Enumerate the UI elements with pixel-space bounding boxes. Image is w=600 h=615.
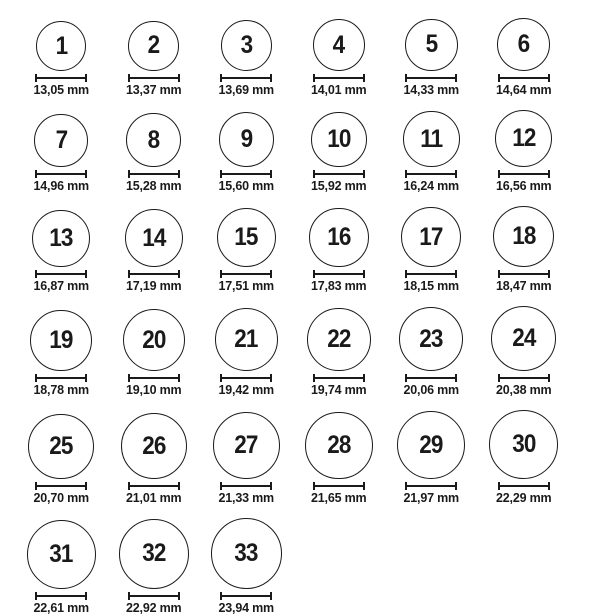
diameter-measure-line (35, 74, 87, 82)
ring-size-number: 14 (142, 223, 166, 252)
ring-diameter-label: 17,51 mm (218, 279, 274, 294)
ring-circle (403, 111, 460, 168)
ring-size-number: 26 (142, 431, 166, 460)
ring-size-number: 30 (512, 430, 536, 459)
ring-size-item (15, 310, 108, 398)
ring-circle (128, 21, 179, 72)
ring-circle (305, 412, 373, 480)
diameter-measure-line (405, 374, 457, 382)
ring-diameter-label: 22,92 mm (126, 601, 182, 615)
ring-diameter-label: 13,05 mm (33, 83, 89, 98)
ring-circle (401, 207, 461, 267)
ring-diameter-label: 17,83 mm (311, 279, 367, 294)
ring-row (15, 206, 600, 293)
ring-size-number: 17 (419, 222, 443, 251)
diameter-measure-line (313, 170, 365, 178)
ring-diameter-label: 14,96 mm (33, 179, 89, 194)
ring-size-item (200, 208, 293, 293)
ring-size-item (200, 308, 293, 397)
ring-size-number: 20 (142, 325, 166, 354)
ring-size-item (478, 206, 571, 293)
ring-circle (28, 414, 94, 480)
diameter-measure-line (220, 374, 272, 382)
ring-size-item (478, 306, 571, 397)
ring-diameter-label: 19,74 mm (311, 383, 367, 398)
ring-diameter-label: 19,10 mm (126, 383, 182, 398)
ring-size-item (108, 209, 201, 293)
ring-diameter-label: 21,65 mm (311, 491, 367, 506)
ring-size-number: 12 (512, 124, 536, 153)
ring-diameter-label: 16,87 mm (33, 279, 89, 294)
diameter-measure-line (405, 170, 457, 178)
ring-circle (495, 110, 552, 167)
ring-size-number: 8 (147, 125, 160, 154)
diameter-measure-line (405, 482, 457, 490)
ring-diameter-label: 13,69 mm (218, 83, 274, 98)
ring-size-number: 13 (49, 224, 73, 253)
ring-size-item (108, 309, 201, 397)
ring-row (15, 306, 600, 397)
ring-size-number: 2 (147, 31, 160, 60)
ring-size-number: 1 (55, 31, 68, 60)
ring-size-number: 16 (327, 223, 351, 252)
ring-circle (221, 20, 272, 71)
ring-circle (30, 310, 92, 372)
ring-diameter-label: 18,15 mm (403, 279, 459, 294)
ring-size-number: 10 (327, 124, 351, 153)
diameter-measure-line (313, 270, 365, 278)
ring-size-item (385, 19, 478, 98)
diameter-measure-line (128, 74, 180, 82)
diameter-measure-line (128, 170, 180, 178)
diameter-measure-line (220, 170, 272, 178)
diameter-measure-line (128, 374, 180, 382)
ring-circle (313, 19, 365, 71)
diameter-measure-line (498, 74, 550, 82)
ring-size-item (293, 112, 386, 194)
ring-circle (217, 208, 276, 267)
ring-size-number: 7 (55, 125, 68, 154)
ring-size-number: 22 (327, 325, 351, 354)
ring-size-item (15, 520, 108, 615)
ring-diameter-label: 14,64 mm (496, 83, 552, 98)
ring-diameter-label: 13,37 mm (126, 83, 182, 98)
diameter-measure-line (220, 74, 272, 82)
ring-diameter-label: 16,24 mm (403, 179, 459, 194)
ring-size-item (293, 208, 386, 294)
diameter-measure-line (220, 270, 272, 278)
diameter-measure-line (128, 270, 180, 278)
diameter-measure-line (405, 74, 457, 82)
diameter-measure-line (313, 482, 365, 490)
ring-size-number: 29 (419, 430, 443, 459)
ring-size-number: 3 (240, 31, 253, 60)
diameter-measure-line (35, 170, 87, 178)
ring-circle (121, 413, 187, 479)
ring-size-number: 31 (49, 539, 73, 568)
ring-size-item (293, 308, 386, 398)
diameter-measure-line (313, 74, 365, 82)
ring-size-number: 28 (327, 430, 351, 459)
ring-circle (215, 308, 278, 371)
ring-size-item (108, 519, 201, 615)
ring-circle (219, 112, 274, 167)
diameter-measure-line (128, 482, 180, 490)
ring-diameter-label: 15,60 mm (218, 179, 274, 194)
ring-diameter-label: 15,92 mm (311, 179, 367, 194)
diameter-measure-line (128, 592, 180, 600)
ring-size-item (15, 21, 108, 97)
ring-diameter-label: 20,38 mm (496, 383, 552, 398)
ring-size-number: 9 (240, 125, 253, 154)
ring-size-item (200, 112, 293, 193)
diameter-measure-line (35, 482, 87, 490)
ring-size-item (108, 21, 201, 98)
ring-diameter-label: 21,97 mm (403, 491, 459, 506)
ring-diameter-label: 20,06 mm (403, 383, 459, 398)
diameter-measure-line (498, 482, 550, 490)
ring-size-item (293, 19, 386, 97)
diameter-measure-line (498, 374, 550, 382)
ring-diameter-label: 20,70 mm (33, 491, 89, 506)
ring-size-item (200, 412, 293, 505)
ring-size-number: 21 (234, 325, 258, 354)
ring-size-item (478, 18, 571, 97)
ring-size-item (108, 113, 201, 194)
diameter-measure-line (405, 270, 457, 278)
ring-diameter-label: 17,19 mm (126, 279, 182, 294)
ring-circle (491, 306, 556, 371)
ring-size-number: 33 (234, 539, 258, 568)
ring-diameter-label: 15,28 mm (126, 179, 182, 194)
diameter-measure-line (35, 270, 87, 278)
ring-circle (213, 412, 280, 479)
ring-circle (211, 518, 282, 589)
diameter-measure-line (220, 482, 272, 490)
ring-circle (32, 210, 90, 268)
ring-diameter-label: 22,29 mm (496, 491, 552, 506)
ring-circle (405, 19, 458, 72)
ring-row (15, 518, 600, 615)
ring-diameter-label: 19,42 mm (218, 383, 274, 398)
ring-circle (397, 411, 465, 479)
ring-diameter-label: 14,01 mm (311, 83, 367, 98)
ring-size-item (385, 111, 478, 194)
ring-row (15, 410, 600, 505)
diameter-measure-line (498, 170, 550, 178)
diameter-measure-line (220, 592, 272, 600)
ring-size-number: 18 (512, 222, 536, 251)
ring-size-number: 27 (234, 431, 258, 460)
ring-size-item (478, 110, 571, 193)
ring-circle (493, 206, 554, 267)
ring-diameter-label: 16,56 mm (496, 179, 552, 194)
ring-row (15, 18, 600, 97)
ring-circle (497, 18, 550, 71)
ring-diameter-label: 21,33 mm (218, 491, 274, 506)
ring-size-number: 24 (512, 324, 536, 353)
ring-diameter-label: 22,61 mm (33, 601, 89, 615)
diameter-measure-line (313, 374, 365, 382)
ring-size-item (15, 414, 108, 506)
ring-size-item (385, 307, 478, 397)
ring-size-number: 11 (420, 124, 443, 153)
ring-size-number: 32 (142, 539, 166, 568)
ring-row (15, 110, 600, 193)
ring-size-number: 6 (517, 30, 530, 59)
ring-size-number: 5 (425, 30, 438, 59)
ring-size-number: 23 (419, 324, 443, 353)
ring-circle (399, 307, 463, 371)
ring-diameter-label: 18,47 mm (496, 279, 552, 294)
ring-size-number: 4 (332, 30, 345, 59)
ring-circle (126, 113, 181, 168)
ring-diameter-label: 21,01 mm (126, 491, 182, 506)
ring-diameter-label: 18,78 mm (33, 383, 89, 398)
ring-diameter-label: 23,94 mm (218, 601, 274, 615)
ring-size-item (15, 114, 108, 194)
ring-size-item (478, 410, 571, 505)
diameter-measure-line (35, 592, 87, 600)
ring-size-item (200, 20, 293, 97)
ring-circle (34, 114, 88, 168)
ring-circle (36, 21, 86, 71)
ring-size-number: 15 (234, 223, 258, 252)
ring-circle (125, 209, 183, 267)
ring-size-item (293, 412, 386, 506)
ring-size-item (200, 518, 293, 615)
ring-circle (309, 208, 369, 268)
diameter-measure-line (35, 374, 87, 382)
ring-circle (489, 410, 558, 479)
ring-size-item (15, 210, 108, 294)
ring-circle (27, 520, 97, 590)
ring-size-number: 25 (49, 431, 73, 460)
ring-circle (123, 309, 185, 371)
ring-circle (307, 308, 371, 372)
diameter-measure-line (498, 270, 550, 278)
ring-size-item (385, 207, 478, 293)
ring-circle (311, 112, 367, 168)
ring-diameter-label: 14,33 mm (403, 83, 459, 98)
ring-size-item (108, 413, 201, 505)
ring-size-item (385, 411, 478, 505)
ring-circle (119, 519, 189, 589)
ring-size-number: 19 (49, 326, 73, 355)
